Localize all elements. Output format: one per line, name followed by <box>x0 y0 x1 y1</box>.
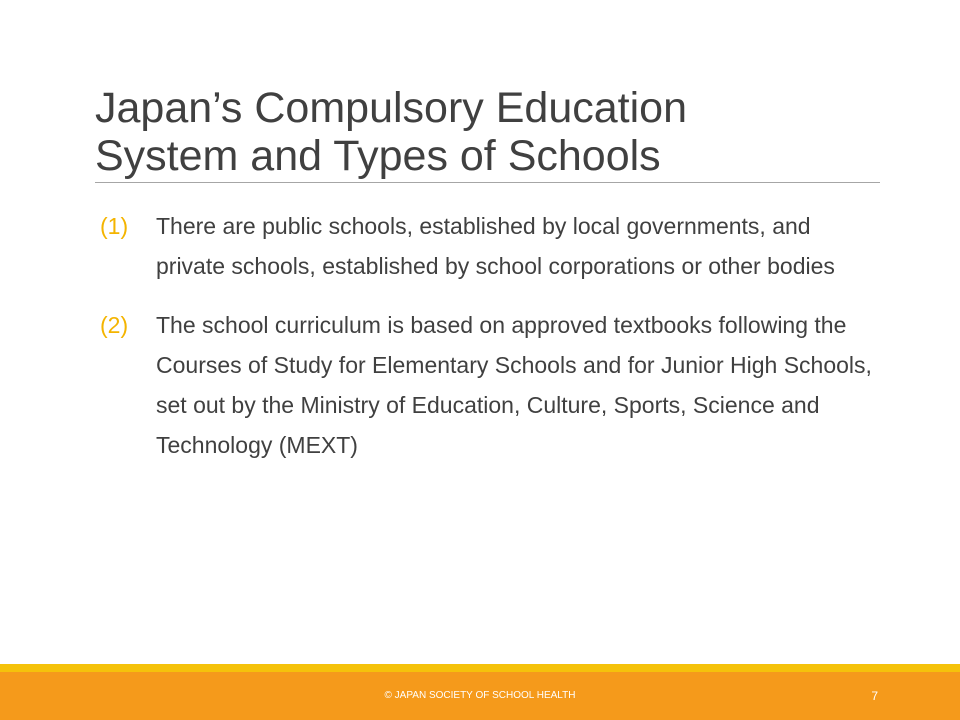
list-item <box>100 305 880 465</box>
list-item-text: The school curriculum is based on approved textbooks following the Courses of Study for Elementary Schools and for Junior High Schools, set out by the Ministry of Education, Culture, Sports, Science and Technology (MEXT) <box>156 312 872 458</box>
title-divider <box>95 182 880 183</box>
slide-title <box>95 84 885 180</box>
slide-title-line-1: Japan’s Compulsory Education <box>95 84 687 132</box>
page-number: 7 <box>871 689 878 703</box>
list-item-number: (2) <box>100 312 129 338</box>
list-item-text: There are public schools, established by local governments, and private schools, established by school corporations or other bodies <box>156 213 835 279</box>
bullet-list <box>100 206 880 484</box>
list-item-number: (1) <box>100 213 129 239</box>
footer-accent-stripe <box>0 664 960 672</box>
slide-title-line-2: System and Types of Schools <box>95 132 661 180</box>
list-item <box>100 206 880 286</box>
footer-copyright: © JAPAN SOCIETY OF SCHOOL HEALTH <box>384 690 576 701</box>
